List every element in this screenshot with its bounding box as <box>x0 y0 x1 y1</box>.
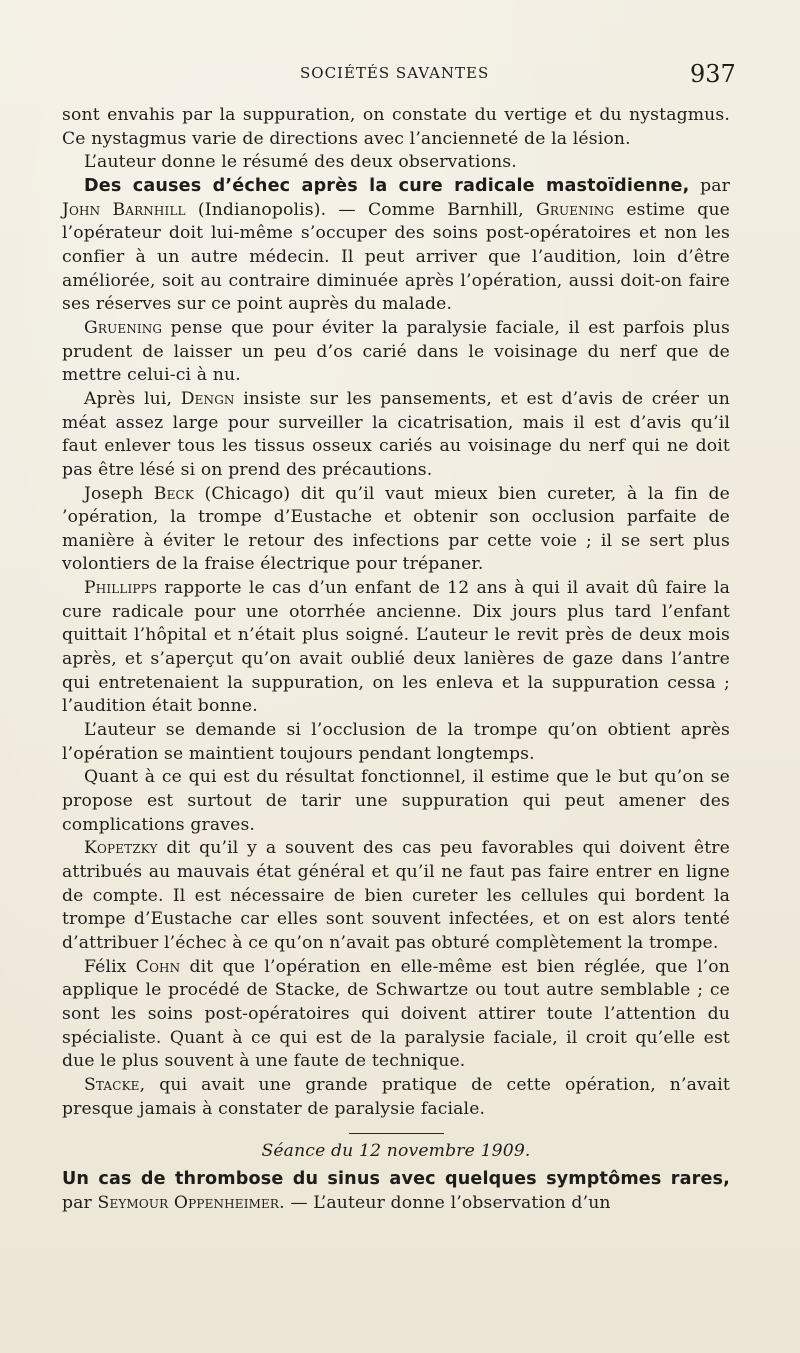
paragraph-lead: Félix <box>84 956 136 977</box>
cited-name: Dengn <box>180 388 235 409</box>
paragraph-text: pense que pour éviter la paralysie faciale, il est parfois plus prudent de laisser un peu d’os carié dans le voisinage du nerf que de mettre celui-ci à nu. <box>62 317 730 386</box>
cited-name: Beck <box>153 483 194 504</box>
article-title: Un cas de thrombose du sinus avec quelques symptômes rares, <box>62 1168 730 1189</box>
paragraph-phillipps <box>62 577 730 719</box>
paragraph-lead: Après lui, <box>84 388 181 409</box>
author-name: Seymour Oppenheimer <box>97 1192 280 1213</box>
cited-name: Gruening <box>84 317 163 338</box>
session-date: Séance du 12 novembre 1909. <box>261 1141 531 1162</box>
paragraph-lead: Joseph <box>84 483 154 504</box>
page-number: 937 <box>690 60 736 88</box>
paragraph-cohn <box>62 956 730 1074</box>
cited-name: Cohn <box>135 956 181 977</box>
cited-name: Kopetzky <box>84 838 158 859</box>
paragraph-occlusion: L’auteur se demande si l’occlusion de la trompe qu’on obtient après l’opération se maintient toujours pendant longtemps. <box>62 720 730 764</box>
paragraph-text: (Chicago) dit qu’il vaut mieux bien cureter, à la fin de ’opération, la trompe d’Eustache et obtenir son occlusion parfaite de manière à éviter le retour des infections par cette voie ; il se sert plus volontiers de la fraise électrique pour trépaner. <box>62 483 730 575</box>
paragraph-stacke <box>62 1074 730 1121</box>
cited-name: Phillipps <box>84 578 158 599</box>
paragraph-kopetzky <box>62 837 730 955</box>
paragraph-text: rapporte le cas d’un enfant de 12 ans à qui il avait dû faire la cure radicale pour une otorrhée ancienne. Dix jours plus tard l’enfant quittait l’hôpital et n’était plus soigné. L’auteur le revit près de deux mois après, et s’aperçut qu’on avait oublié deux lanières de gaze dans l’antre qui entretenaient la suppuration, on les enleva et la suppuration cessa ; l’audition était bonne. <box>62 578 730 717</box>
running-title: SOCIÉTÉS SAVANTES <box>300 64 490 82</box>
paragraph-gruening <box>62 317 730 388</box>
paragraph-nystagmus: sont envahis par la suppuration, on constate du vertige et du nystagmus. Ce nystagmus varie de directions avec l’ancienneté de la lésion. <box>62 105 730 149</box>
article-barnhill <box>62 175 730 317</box>
running-head <box>0 60 800 92</box>
paragraph-dengn <box>62 388 730 483</box>
article-oppenheimer <box>62 1168 730 1215</box>
article-text: . — L’auteur donne l’observation d’un <box>279 1192 611 1213</box>
paragraph-summary: L’auteur donne le résumé des deux observations. <box>84 152 517 173</box>
article-by: par <box>689 175 730 196</box>
paragraph-result: Quant à ce qui est du résultat fonctionnel, il estime que le but qu’on se propose est surtout de tarir une suppuration qui peut amener des complications graves. <box>62 767 730 835</box>
paragraph-text: dit qu’il y a souvent des cas peu favorables qui doivent être attribués au mauvais état général et qu’il ne faut pas faire entrer en ligne de compte. Il est nécessaire de bien cureter les cellules qui bordent la trompe d’Eustache car elles sont souvent infectées, et on est alors tenté d’attribuer l’échec à ce qu’on n’avait pas obturé complètement la trompe. <box>62 838 730 953</box>
paragraph-text: , qui avait une grande pratique de cette opération, n’avait presque jamais à constater de paralysie faciale. <box>62 1074 730 1119</box>
cited-name: Gruening <box>535 199 615 220</box>
paragraph-text: insiste sur les pansements, et est d’avis de créer un méat assez large pour surveiller la cicatrisation, mais il est d’avis qu’il faut enlever tous les tissus osseux cariés au voisinage du nerf qui ne doit pas être lésé si on prend des précautions. <box>62 388 730 480</box>
article-place: (Indianopolis). — Comme Barnhill, <box>185 199 536 220</box>
cited-name: Stacke <box>84 1074 140 1095</box>
paragraph-beck <box>62 483 730 578</box>
section-divider <box>349 1133 444 1134</box>
author-name: John Barnhill <box>62 199 186 220</box>
article-text: estime que l’opérateur doit lui-même s’occuper des soins post-opératoires et non les confier à un autre médecin. Il peut arriver que l’audition, loin d’être améliorée, soit au contraire diminuée après l’opération, aussi doit-on faire ses réserves sur ce point auprès du malade. <box>62 199 730 315</box>
body-text <box>62 104 730 1215</box>
article-by: par <box>62 1192 98 1213</box>
paragraph-text: dit que l’opération en elle-même est bien réglée, que l’on applique le procédé de Stacke, de Schwartze ou tout autre semblable ; ce sont les soins post-opératoires qui doivent attirer toute l’attention du spécialiste. Quant à ce qui est de la paralysie faciale, il croit qu’elle est due le plus souvent à une faute de technique. <box>62 956 730 1072</box>
article-title: Des causes d’échec après la cure radicale mastoïdienne, <box>84 175 690 196</box>
